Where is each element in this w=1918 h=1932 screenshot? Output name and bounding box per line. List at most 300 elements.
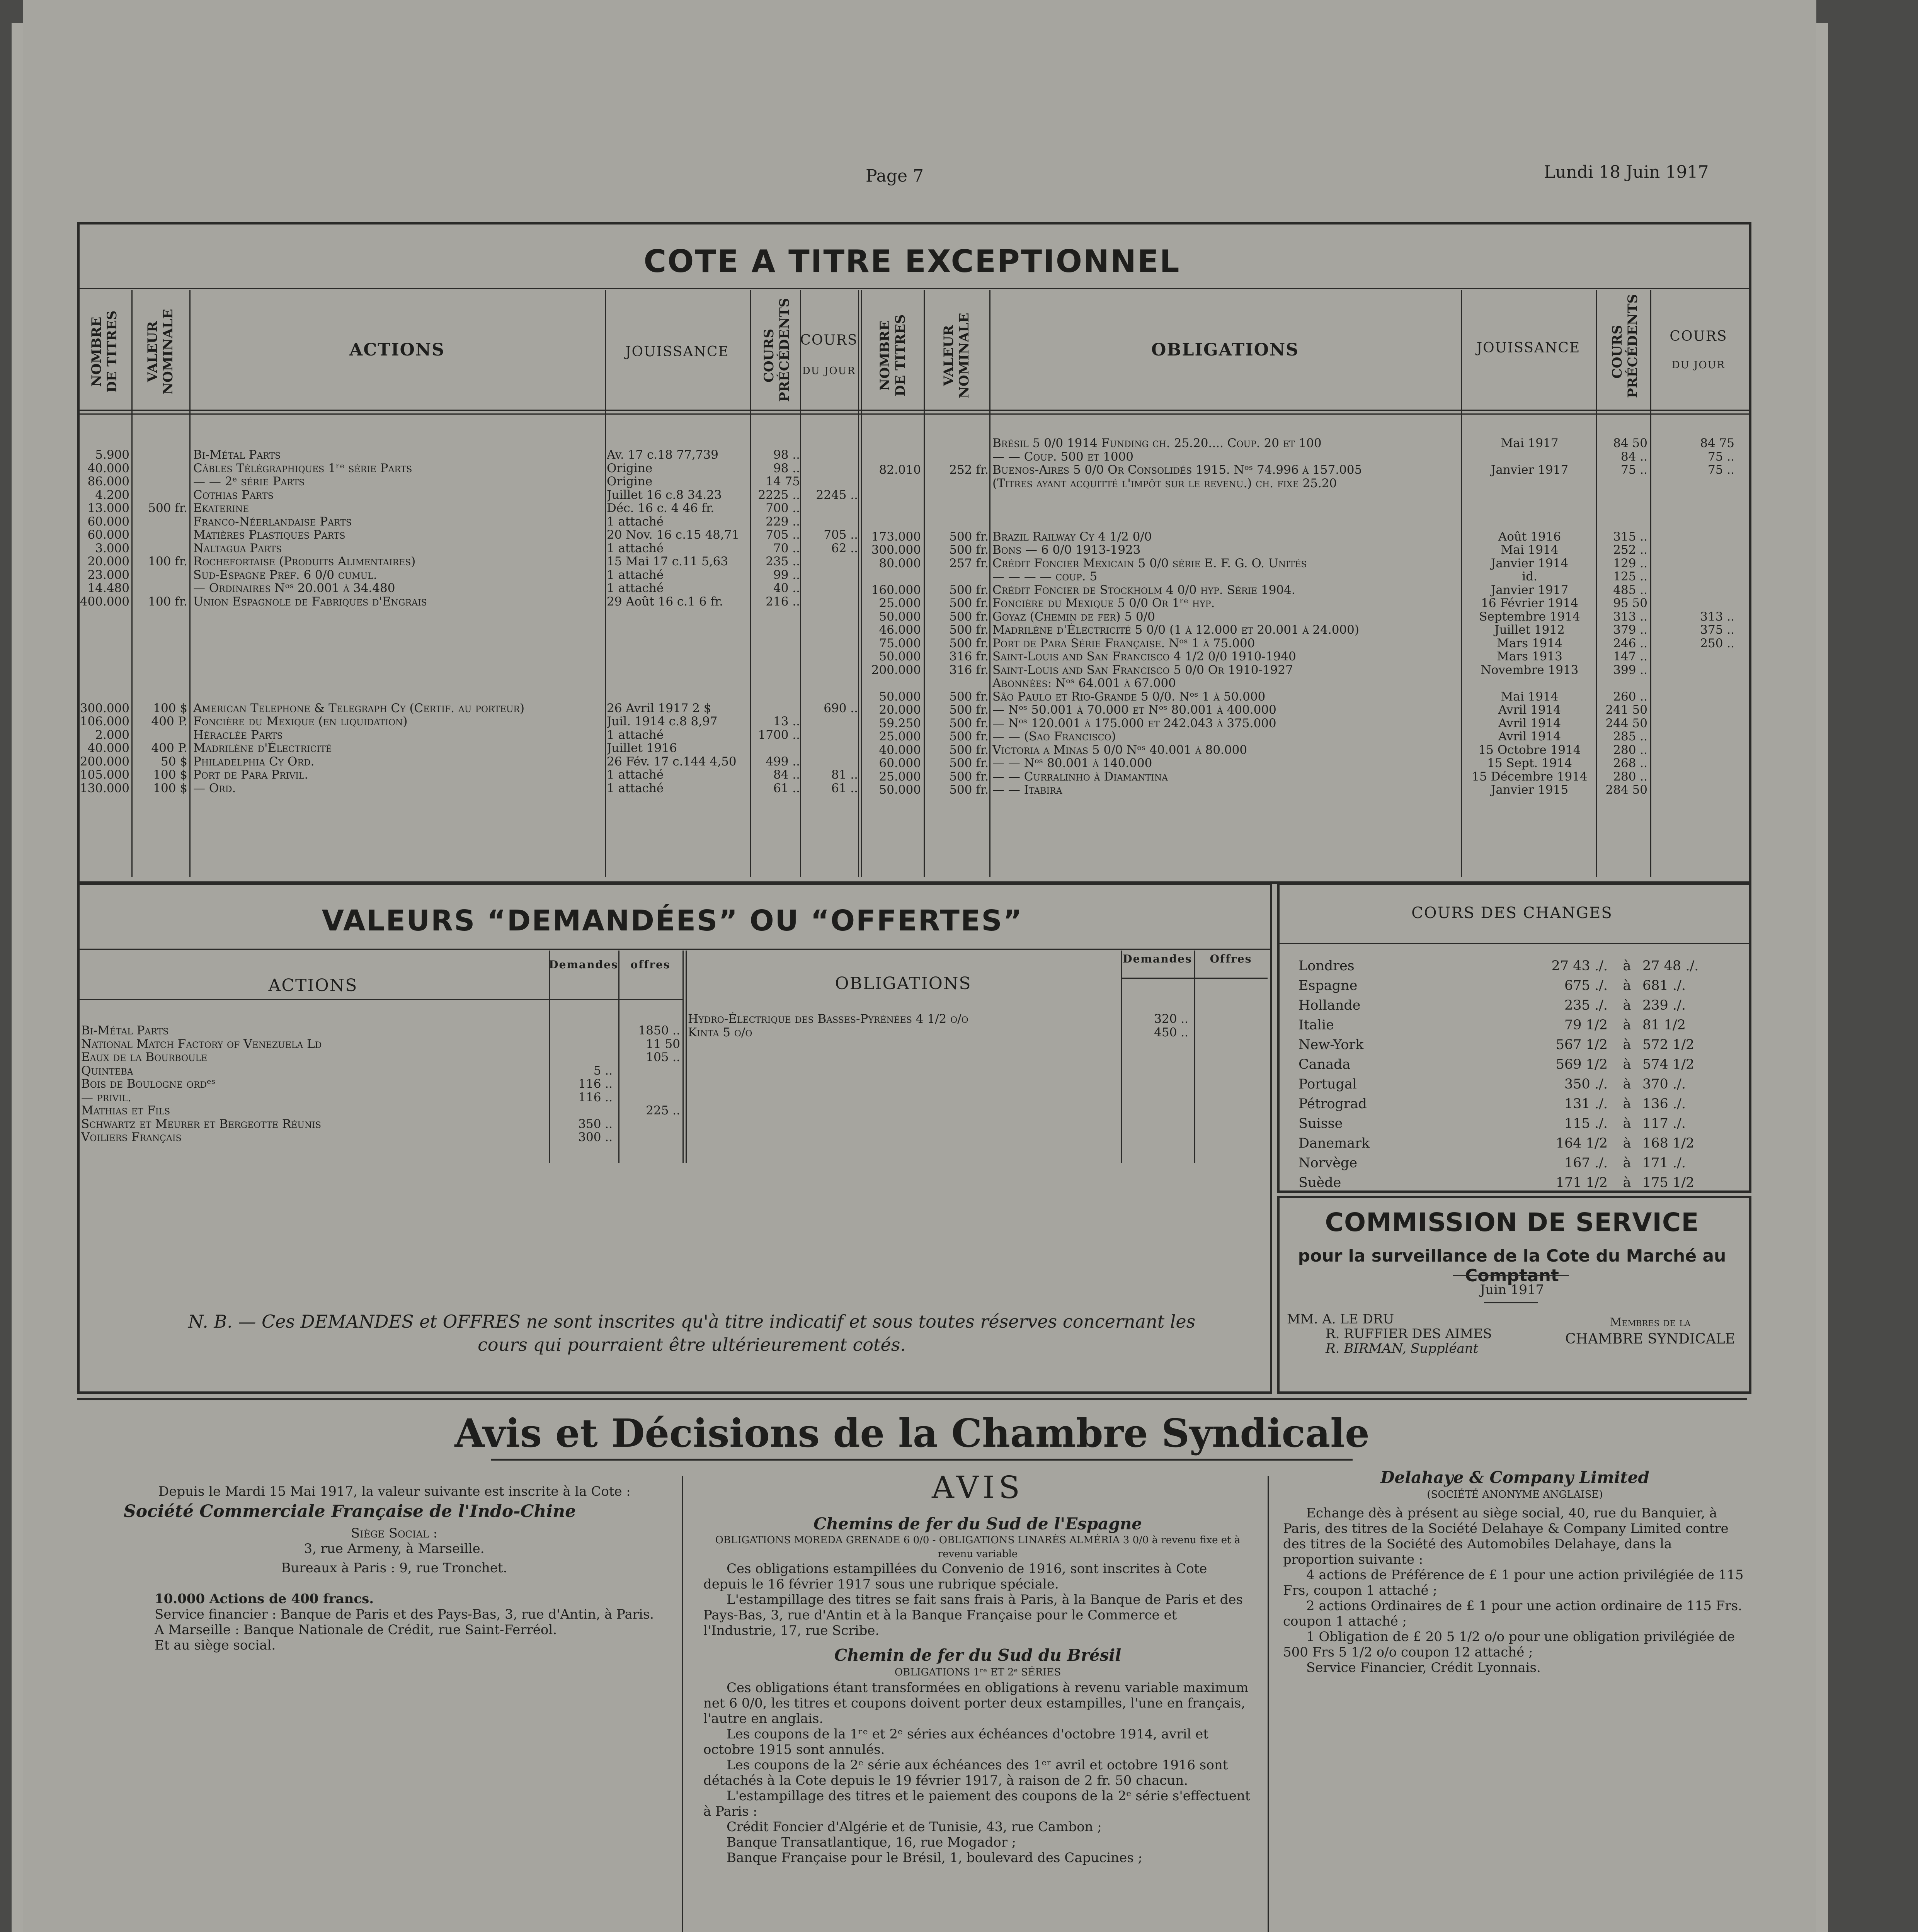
row-valeur: 500 fr. (949, 530, 989, 543)
row-cours-prec: 244 50 (1605, 716, 1647, 730)
change-to: 27 48 ./. (1642, 958, 1699, 974)
change-to: 168 1/2 (1642, 1136, 1695, 1151)
row-action: Voiliers Français (81, 1131, 182, 1144)
change-a: à (1623, 1155, 1631, 1171)
avis-col1 (124, 1484, 665, 1653)
table-row (81, 1091, 970, 1104)
row-action: Philadelphia Cy Ord. (193, 755, 315, 768)
commission-members (1287, 1312, 1492, 1356)
avis-s1-sub: OBLIGATIONS MOREDA GRENADE 6 0/0 - OBLIGATIONS LINARÈS ALMÉRIA 3 0/0 à revenu fixe et à revenu variable (715, 1534, 1241, 1560)
head-cours-prec: COURS PRÉCÉDENTS (761, 298, 792, 402)
row-cours-jour: 75 .. (1707, 450, 1734, 463)
row-action: Mathias et Fils (81, 1104, 170, 1117)
change-place: Suisse (1299, 1116, 1343, 1131)
row-cours-prec: 241 50 (1605, 703, 1647, 717)
row-nombre: 300.000 (80, 701, 129, 715)
change-from: 569 1/2 (1556, 1057, 1608, 1072)
avis-s2-title: Chemin de fer du Sud du Brésil (834, 1646, 1122, 1665)
head-cours: COURS (800, 332, 858, 348)
row-valeur: 500 fr. (949, 783, 989, 797)
row-jouissance: Juillet 1912 (1494, 623, 1565, 637)
table-row (77, 622, 966, 635)
avis-title: Avis et Décisions de la Chambre Syndicale (454, 1410, 1370, 1456)
row-nombre: 82.010 (879, 463, 921, 477)
row-action: Ekaterine (193, 502, 249, 515)
row-valeur: 500 fr. (949, 597, 989, 610)
change-place: Hollande (1299, 998, 1361, 1013)
commission-rule-2 (1484, 1302, 1538, 1303)
change-to: 175 1/2 (1642, 1175, 1695, 1190)
row-valeur: 50 $ (160, 755, 187, 768)
avis-paragraph: 1 Obligation de £ 20 5 1/2 o/o pour une obligation privilégiée de 500 Frs 5 1/2 o/o coupon 12 attaché ; (1283, 1629, 1735, 1660)
page-date: Lundi 18 Juin 1917 (1544, 162, 1709, 182)
row-nombre: 86.000 (87, 475, 129, 488)
row-nombre: 40.000 (87, 461, 129, 475)
change-to: 117 ./. (1642, 1116, 1686, 1131)
row-cours-jour: 75 .. (1707, 463, 1734, 477)
change-place: New-York (1299, 1037, 1364, 1053)
avis-paragraph: 2 actions Ordinaires de £ 1 pour une action ordinaire de 115 Frs. coupon 1 attaché ; (1283, 1598, 1742, 1629)
row-action: — Ordinaires Nᵒˢ 20.001 à 34.480 (193, 582, 395, 595)
change-place: Canada (1299, 1057, 1351, 1072)
table-row (861, 530, 1750, 544)
row-jouissance: Juillet 16 c.8 34.23 (607, 488, 722, 502)
table-row (861, 663, 1750, 677)
table-row (1299, 1094, 1918, 1114)
avis-paragraph: L'estampillage des titres se fait sans frais à Paris, à la Banque de Paris et des Pays-Bas, 3, rue d'Antin et à la Banque Française pour le Commerce et l'Industrie, 17, rue Scribe. (703, 1592, 1243, 1638)
row-obligation: Buenos-Aires 5 0/0 Or Consolidés 1915. Nᵒˢ 74.996 à 157.005 (992, 463, 1362, 477)
table-row (861, 477, 1750, 490)
table-row (81, 1131, 970, 1144)
table-row (81, 1077, 970, 1091)
table-row (77, 502, 966, 515)
row-nombre: 75.000 (879, 636, 921, 650)
row-cours-prec: 147 .. (1613, 650, 1647, 663)
row-nombre: 5.900 (95, 448, 129, 462)
row-jouissance: Septembre 1914 (1479, 610, 1580, 623)
table-row (1299, 976, 1918, 996)
col-div (1194, 951, 1195, 1163)
row-obligation: Victoria a Minas 5 0/0 Nᵒˢ 40.001 à 80.000 (992, 743, 1247, 757)
change-from: 675 ./. (1564, 978, 1608, 993)
table-row (861, 677, 1750, 690)
row-jouissance: 1 attaché (607, 768, 664, 782)
row-action: Bois de Boulogne ordᵉˢ (81, 1077, 216, 1091)
table-row (77, 462, 966, 475)
row-jouissance: Origine (607, 461, 653, 475)
avis-paragraph: Les coupons de la 2ᵉ série aux échéances des 1ᵉʳ avril et octobre 1916 sont détachés à la Cote depuis le 19 février 1917, à raison de 2 fr. 50 chacun. (703, 1757, 1228, 1788)
row-cours-prec: 280 .. (1613, 770, 1647, 783)
row-jouissance: Mars 1913 (1497, 650, 1562, 663)
row-cours-prec: 399 .. (1613, 663, 1647, 677)
row-cours-jour: 62 .. (831, 541, 858, 555)
table-row (77, 742, 966, 755)
table-row (77, 448, 966, 462)
row-cours-prec: 84 .. (773, 768, 800, 782)
avis-paragraph: Ces obligations estampillées du Convenio de 1916, sont inscrites à Cote depuis le 16 février 1917 sous une rubrique spéciale. (703, 1561, 1207, 1592)
avis-col2 (703, 1468, 1252, 1866)
row-cours-prec: 95 50 (1613, 597, 1647, 610)
row-nombre: 106.000 (80, 715, 129, 728)
row-action: National Match Factory of Venezuela Ld (81, 1037, 322, 1051)
avis-paragraph: Ces obligations étant transformées en obligations à revenu variable maximum net 6 0/0, les titres et coupons doivent porter deux estampilles, l'une en français, l'autre en anglais. (703, 1680, 1249, 1726)
head-actions: ACTIONS (349, 340, 445, 360)
row-obligation: — — Nᵒˢ 80.001 à 140.000 (992, 757, 1152, 770)
table-row (81, 1117, 970, 1131)
row-jouissance: Déc. 16 c. 4 46 fr. (607, 502, 715, 515)
row-valeur: 500 fr. (949, 543, 989, 557)
row-jouissance: 15 Décembre 1914 (1472, 770, 1588, 783)
avis-col-div (1268, 1476, 1269, 1932)
row-demandes: 5 .. (593, 1064, 613, 1077)
table-row (1299, 956, 1918, 976)
change-a: à (1623, 1136, 1631, 1151)
row-action: Câbles Télégraphiques 1ʳᵉ série Parts (193, 461, 412, 475)
row-cours-prec: 14 75 (766, 475, 800, 488)
row-cours-prec: 235 .. (766, 555, 800, 568)
row-demandes: 116 .. (578, 1090, 613, 1104)
valeurs-nb: N. B. — Ces DEMANDES et OFFRES ne sont inscrites qu'à titre indicatif et sous toutes réserves concernant les cours qui pourraient être ultérieurement cotés. (188, 1311, 1196, 1355)
row-action: Foncière du Mexique (en liquidation) (193, 715, 408, 728)
head-valeur-2: VALEUR NOMINALE (941, 313, 972, 398)
row-valeur: 500 fr. (949, 690, 989, 703)
row-cours-prec: 284 50 (1605, 783, 1647, 797)
table-row (77, 555, 966, 568)
row-valeur: 500 fr. (949, 757, 989, 770)
valeurs-head-actions: ACTIONS (268, 976, 358, 995)
row-jouissance: 29 Août 16 c.1 6 fr. (607, 595, 723, 608)
change-from: 235 ./. (1564, 998, 1608, 1013)
table-row (1299, 1134, 1918, 1153)
table-row (81, 1104, 970, 1117)
table-row (861, 743, 1750, 757)
table-row (861, 543, 1750, 557)
change-a: à (1623, 1057, 1631, 1072)
row-cours-jour: 250 .. (1700, 636, 1734, 650)
row-jouissance: 15 Octobre 1914 (1478, 743, 1581, 757)
row-nombre: 25.000 (879, 770, 921, 783)
row-jouissance: Août 1916 (1498, 530, 1561, 543)
row-nombre: 3.000 (95, 541, 129, 555)
avis-top-rule (77, 1398, 1747, 1400)
change-to: 370 ./. (1642, 1077, 1686, 1092)
row-valeur: 257 fr. (949, 556, 989, 570)
change-from: 164 1/2 (1556, 1136, 1608, 1151)
row-offres: 105 .. (646, 1051, 680, 1064)
avis-actions: 10.000 Actions de 400 francs. (155, 1591, 374, 1607)
row-jouissance: id. (1522, 570, 1537, 583)
member: R. BIRMAN, Suppléant (1326, 1341, 1479, 1356)
change-from: 171 1/2 (1556, 1175, 1608, 1190)
row-nombre: 50.000 (879, 610, 921, 623)
change-to: 136 ./. (1642, 1096, 1686, 1112)
table-row (1299, 1153, 1918, 1173)
row-nombre: 300.000 (871, 543, 921, 557)
change-place: Suède (1299, 1175, 1341, 1190)
avis-s1-title: Chemins de fer du Sud de l'Espagne (813, 1514, 1142, 1533)
row-cours-prec: 75 .. (1620, 463, 1647, 477)
member: MM. A. LE DRU (1287, 1311, 1394, 1327)
head-nombre: NOMBRE DE TITRES (89, 310, 120, 393)
row-obligation: Port de Para Série Française. Nᵒˢ 1 à 75.000 (992, 636, 1255, 650)
row-nombre: 60.000 (87, 515, 129, 528)
avis-service: Et au siège social. (155, 1638, 276, 1653)
table-row (1299, 1015, 1918, 1035)
table-row (77, 768, 966, 782)
avis-title-underline (491, 1459, 1353, 1461)
row-valeur: 100 $ (153, 701, 187, 715)
row-nombre: 80.000 (879, 556, 921, 570)
row-jouissance: 20 Nov. 16 c.15 48,71 (607, 528, 740, 542)
row-jouissance: 16 Février 1914 (1481, 597, 1578, 610)
row-action: Rochefortaise (Produits Alimentaires) (193, 555, 416, 568)
commission-month: Juin 1917 (1480, 1282, 1544, 1298)
row-jouissance: Juil. 1914 c.8 8,97 (607, 715, 718, 728)
table-row (77, 515, 966, 529)
change-a: à (1623, 958, 1631, 974)
head-du-jour-2: DU JOUR (1671, 359, 1726, 371)
table-row (861, 490, 1750, 503)
row-valeur: 100 fr. (148, 595, 187, 608)
row-jouissance: Avril 1914 (1498, 716, 1561, 730)
row-action: Naltagua Parts (193, 541, 282, 555)
row-nombre: 50.000 (879, 783, 921, 797)
table-row (861, 437, 1750, 450)
row-action: Bi-Métal Parts (193, 448, 281, 462)
table-row (77, 782, 966, 795)
row-offres: 11 50 (646, 1037, 680, 1051)
change-to: 171 ./. (1642, 1155, 1686, 1171)
row-action: — Ord. (193, 781, 236, 795)
head-cours-2: COURS (1670, 328, 1727, 344)
row-valeur: 500 fr. (949, 770, 989, 783)
row-obligation: — Nᵒˢ 50.001 à 70.000 et Nᵒˢ 80.001 à 400.000 (992, 703, 1276, 717)
row-nombre: 2.000 (95, 728, 129, 742)
row-jouissance: Origine (607, 475, 653, 488)
row-nombre: 50.000 (879, 650, 921, 663)
table-row (861, 783, 1750, 797)
row-cours-prec: 98 .. (773, 461, 800, 475)
commission-rule (1453, 1275, 1569, 1276)
row-cours-prec: 379 .. (1613, 623, 1647, 637)
change-place: Pétrograd (1299, 1096, 1367, 1112)
row-valeur: 500 fr. (949, 743, 989, 757)
row-obligation: Bons — 6 0/0 1913-1923 (992, 543, 1141, 557)
row-action: American Telephone & Telegraph Cy (Certif. au porteur) (193, 701, 525, 715)
row-nombre: 59.250 (879, 716, 921, 730)
table-row (861, 770, 1750, 784)
cote-header-rule-2 (80, 413, 1749, 415)
row-cours-prec: 499 .. (766, 755, 800, 768)
change-from: 131 ./. (1564, 1096, 1608, 1112)
row-jouissance: 1 attaché (607, 515, 664, 528)
row-obligation: São Paulo et Rio-Grande 5 0/0. Nᵒˢ 1 à 50.000 (992, 690, 1266, 703)
row-cours-prec: 84 50 (1613, 437, 1647, 450)
row-cours-prec: 285 .. (1613, 730, 1647, 743)
row-nombre: 200.000 (871, 663, 921, 677)
table-row (861, 623, 1750, 637)
avis-paragraph: Les coupons de la 1ʳᵉ et 2ᵉ séries aux échéances d'octobre 1914, avril et octobre 1915 sont annulés. (703, 1726, 1208, 1757)
row-action: Quinteba (81, 1064, 133, 1077)
change-from: 79 1/2 (1564, 1017, 1608, 1033)
row-cours-prec: 125 .. (1613, 570, 1647, 583)
commission-subtitle: pour la surveillance de la Cote du Marché au Comptant (1298, 1246, 1726, 1286)
row-obligation: Goyaz (Chemin de fer) 5 0/0 (992, 610, 1155, 623)
row-cours-prec: 99 .. (773, 568, 800, 582)
avis-s2-sub: OBLIGATIONS 1ʳᵉ ET 2ᵉ SÉRIES (894, 1667, 1061, 1678)
row-obligation: Abonnées: Nᵒˢ 64.001 à 67.000 (992, 677, 1176, 690)
row-jouissance: Mai 1914 (1501, 543, 1559, 557)
member: R. RUFFIER DES AIMES (1326, 1326, 1492, 1342)
change-a: à (1623, 978, 1631, 993)
row-cours-prec: 229 .. (766, 515, 800, 528)
page-number: Page 7 (866, 166, 924, 186)
row-cours-prec: 268 .. (1613, 757, 1647, 770)
row-nombre: 130.000 (80, 781, 129, 795)
row-jouissance: Mai 1914 (1501, 690, 1559, 703)
valeurs-rule (80, 949, 1270, 950)
row-cours-prec: 280 .. (1613, 743, 1647, 757)
commission-right2: CHAMBRE SYNDICALE (1565, 1331, 1735, 1347)
row-action: Union Espagnole de Fabriques d'Engrais (193, 595, 427, 608)
table-row (1299, 1075, 1918, 1094)
row-cours-jour: 313 .. (1700, 610, 1734, 623)
table-row (77, 648, 966, 662)
row-valeur: 400 P. (151, 742, 187, 755)
row-nombre: 13.000 (87, 502, 129, 515)
row-jouissance: 15 Mai 17 c.11 5,63 (607, 555, 728, 568)
row-nombre: 105.000 (80, 768, 129, 782)
row-cours-prec: 705 .. (766, 528, 800, 542)
table-row (77, 755, 966, 769)
row-valeur: 252 fr. (949, 463, 989, 477)
valeurs-head-offres: offres (630, 958, 671, 971)
avis-intro: Depuis le Mardi 15 Mai 1917, la valeur suivante est inscrite à la Cote : (158, 1484, 631, 1499)
table-row (861, 690, 1750, 704)
row-obligation: (Titres ayant acquitté l'impôt sur le revenu.) ch. fixe 25.20 (992, 476, 1337, 490)
changes-rule (1280, 943, 1749, 944)
change-to: 239 ./. (1642, 998, 1686, 1013)
row-valeur: 100 $ (153, 768, 187, 782)
change-place: Londres (1299, 958, 1355, 974)
row-cours-prec: 1700 .. (758, 728, 800, 742)
row-cours-prec: 40 .. (773, 582, 800, 595)
table-row (861, 557, 1750, 570)
row-action: Port de Para Privil. (193, 768, 308, 782)
head-valeur: VALEUR NOMINALE (145, 309, 176, 395)
table-row (1299, 1114, 1918, 1134)
row-action: Schwartz et Meurer et Bergeotte Réunis (81, 1117, 321, 1131)
row-cours-jour: 61 .. (831, 781, 858, 795)
row-nombre: 14.480 (87, 582, 129, 595)
change-from: 115 ./. (1564, 1116, 1608, 1131)
row-jouissance: Avril 1914 (1498, 703, 1561, 717)
avis-paragraph: L'estampillage des titres et le paiement des coupons de la 2ᵉ série s'effectuent à Paris : (703, 1788, 1251, 1819)
row-cours-prec: 313 .. (1613, 610, 1647, 623)
valeurs-head-demandes: Demandes (549, 958, 618, 971)
row-jouissance: Janvier 1917 (1491, 463, 1569, 477)
row-cours-prec: 315 .. (1613, 530, 1647, 543)
table-row (861, 717, 1750, 730)
row-cours-prec: 216 .. (766, 595, 800, 608)
head-jouissance: JOUISSANCE (625, 344, 729, 360)
row-valeur: 100 fr. (148, 555, 187, 568)
row-cours-prec: 129 .. (1613, 556, 1647, 570)
avis-paragraph: Crédit Foncier d'Algérie et de Tunisie, 43, rue Cambon ; (727, 1819, 1102, 1835)
row-jouissance: 1 attaché (607, 582, 664, 595)
avis-company: Société Commerciale Française de l'Indo-Chine (124, 1502, 576, 1521)
commission-title: COMMISSION DE SERVICE (1325, 1208, 1699, 1237)
head-du-jour: DU JOUR (802, 365, 856, 377)
table-row (77, 528, 966, 542)
row-cours-jour: 84 75 (1700, 437, 1734, 450)
row-cours-jour: 81 .. (831, 768, 858, 782)
table-row (77, 488, 966, 502)
table-row (77, 635, 966, 648)
table-row (861, 583, 1750, 597)
row-valeur: 100 $ (153, 781, 187, 795)
avis-bureaux: Bureaux à Paris : 9, rue Tronchet. (281, 1560, 507, 1576)
row-jouissance: 1 attaché (607, 568, 664, 582)
table-row (1299, 1035, 1918, 1055)
row-cours-jour: 375 .. (1700, 623, 1734, 637)
row-action: Madrilène d'Électricité (193, 742, 332, 755)
change-a: à (1623, 1077, 1631, 1092)
row-jouissance: Avril 1914 (1498, 730, 1561, 743)
row-valeur: 500 fr. (148, 502, 187, 515)
row-cours-prec: 700 .. (766, 502, 800, 515)
row-obligation: Saint-Louis and San Francisco 4 1/2 0/0 1910-1940 (992, 650, 1296, 663)
avis-heading: AVIS (932, 1469, 1024, 1505)
change-to: 572 1/2 (1642, 1037, 1695, 1053)
row-nombre: 60.000 (87, 528, 129, 542)
row-cours-prec: 70 .. (773, 541, 800, 555)
table-row (77, 582, 966, 595)
row-action: — — 2ᵉ série Parts (193, 475, 305, 488)
row-nombre: 60.000 (879, 757, 921, 770)
row-jouissance: Novembre 1913 (1481, 663, 1579, 677)
row-jouissance: 1 attaché (607, 728, 664, 742)
avis-paragraph: Banque Française pour le Brésil, 1, boulevard des Capucines ; (727, 1850, 1142, 1866)
row-action: Sud-Espagne Préf. 6 0/0 cumul. (193, 568, 377, 582)
change-place: Espagne (1299, 978, 1358, 993)
row-obligation: Crédit Foncier de Stockholm 4 0/0 hyp. Série 1904. (992, 583, 1295, 597)
head-nombre-2: NOMBRE DE TITRES (877, 314, 908, 397)
row-obligation: — — (Sao Francisco) (992, 730, 1116, 743)
row-nombre: 40.000 (87, 742, 129, 755)
row-demandes: 300 .. (578, 1131, 613, 1144)
avis-paragraph: Echange dès à présent au siège social, 40, rue du Banquier, à Paris, des titres de la Société Delahaye & Company Limited contre des titres de la Société des Automobiles Delahaye, dans la proportion suivante : (1283, 1505, 1729, 1567)
commission-right1: Membres de la (1610, 1316, 1691, 1329)
row-jouissance: 15 Sept. 1914 (1487, 757, 1572, 770)
table-row (861, 730, 1750, 743)
change-place: Portugal (1299, 1077, 1357, 1092)
table-row (861, 650, 1750, 663)
row-nombre: 400.000 (80, 595, 129, 608)
row-cours-prec: 61 .. (773, 781, 800, 795)
row-valeur: 316 fr. (949, 663, 989, 677)
row-obligation: — — Coup. 500 et 1000 (992, 450, 1134, 463)
row-jouissance: Juillet 1916 (607, 742, 677, 755)
row-cours-prec: 13 .. (773, 715, 800, 728)
row-valeur: 500 fr. (949, 703, 989, 717)
row-offres: 1850 .. (638, 1024, 680, 1037)
row-jouissance: Av. 17 c.18 77,739 (607, 448, 718, 462)
table-row (861, 450, 1750, 464)
row-cours-prec: 2225 .. (758, 488, 800, 502)
row-demandes: 116 .. (578, 1077, 613, 1091)
row-obligation: Hydro-Électrique des Basses-Pyrénées 4 1/2 o/o (688, 1012, 968, 1026)
